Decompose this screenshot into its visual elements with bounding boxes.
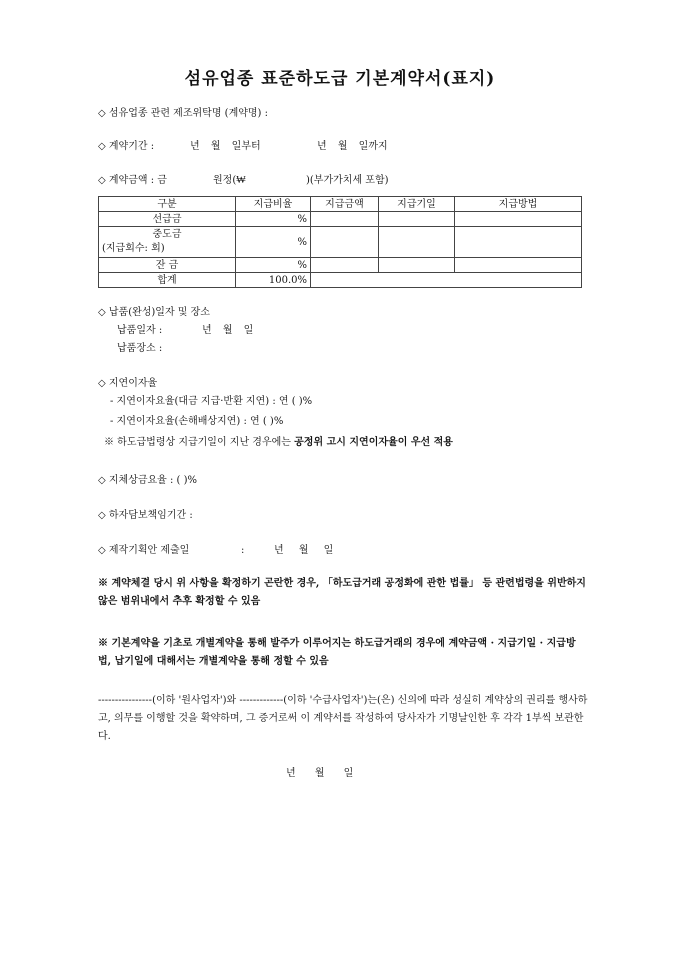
contract-period-label: ◇ 계약기간 : xyxy=(98,141,155,152)
contract-amount-won: 원정(₩ xyxy=(213,175,246,186)
table-row xyxy=(99,258,582,273)
table-cell xyxy=(379,227,455,258)
table-cell xyxy=(311,212,379,227)
plan-submission-date: 년 월 일 xyxy=(274,545,334,556)
table-header: 지급금액 xyxy=(311,197,379,212)
interim-label: 중도금 xyxy=(152,229,182,240)
row-label-balance: 잔 금 xyxy=(99,258,236,273)
plan-submission-label: ◇ 제작기획안 제출일 xyxy=(98,545,190,556)
note-confirm-later: ※ 계약체결 당시 위 사항을 확정하기 곤란한 경우, 「하도급거래 공정화에 관한 법률」 등 관련법령을 위반하지 않은 범위내에서 추후 확정할 수 있음 xyxy=(98,578,586,607)
table-header: 지급방법 xyxy=(455,197,582,212)
row-ratio: % xyxy=(236,212,311,227)
sign-date: 년 월 일 xyxy=(286,768,354,779)
table-cell xyxy=(311,258,379,273)
row-label-total: 합계 xyxy=(99,273,236,288)
delay-interest-item1: - 지연이자요율(대금 지급·반환 지연) : 연 ( )% xyxy=(110,396,313,407)
closing-statement: ----------------(이하 '원사업자')와 -------------(이하 '수급사업자')는(은) 신의에 따라 성실히 계약상의 권리를 행사하고, 의무를 이행할 것을 확약하며, 그 증거로써 이 계약서를 작성하여 당사자가 기명날인한 후 각각 1부씩 보관한다. xyxy=(98,695,588,742)
contract-amount-label: ◇ 계약금액 : 금 xyxy=(98,175,167,186)
contract-period-end: 년 월 일까지 xyxy=(317,141,388,152)
plan-submission-colon: : xyxy=(241,545,245,556)
table-cell xyxy=(311,273,582,288)
table-row xyxy=(99,273,582,288)
row-ratio-total: 100.0% xyxy=(236,273,311,288)
table-row xyxy=(99,227,582,258)
penalty-rate: ◇ 지체상금요율 : ( )% xyxy=(98,475,198,486)
table-row xyxy=(99,212,582,227)
table-cell xyxy=(379,212,455,227)
delay-interest-item2: - 지연이자요율(손해배상지연) : 연 ( )% xyxy=(110,416,284,427)
payment-table xyxy=(98,196,582,288)
document-title: 섬유업종 표준하도급 기본계약서(표지) xyxy=(184,69,496,89)
interim-count-label: (지급회수: 회) xyxy=(102,243,165,254)
contract-period-start: 년 월 일부터 xyxy=(190,141,261,152)
contract-amount-vat: )(부가가치세 포함) xyxy=(306,175,389,186)
table-cell xyxy=(455,258,582,273)
delivery-date-value: 년 월 일 xyxy=(202,325,254,336)
row-label-interim xyxy=(99,227,236,258)
contract-name-label: ◇ 섬유업종 관련 제조위탁명 (계약명) : xyxy=(98,108,268,119)
delay-interest-note-bold: 공정위 고시 지연이자율이 우선 적용 xyxy=(294,437,453,448)
note-individual-contract: ※ 기본계약을 기초로 개별계약을 통해 발주가 이루어지는 하도급거래의 경우에 계약금액 · 지급기일 · 지급방법, 납기일에 대해서는 개별계약을 통해 정할 수 있음 xyxy=(98,638,576,667)
delay-interest-note-text: ※ 하도급법령상 지급기일이 지난 경우에는 xyxy=(104,437,295,448)
delivery-place-label: 납품장소 : xyxy=(117,343,163,354)
row-ratio: % xyxy=(236,227,311,258)
row-label-advance: 선급금 xyxy=(99,212,236,227)
warranty-period: ◇ 하자담보책임기간 : xyxy=(98,510,193,521)
table-cell xyxy=(311,227,379,258)
table-cell xyxy=(455,212,582,227)
delay-interest-label: ◇ 지연이자율 xyxy=(98,378,158,389)
table-header-row xyxy=(99,197,582,212)
table-cell xyxy=(379,258,455,273)
delay-interest-note xyxy=(104,437,453,449)
table-header: 지급비율 xyxy=(236,197,311,212)
delivery-date-label: 납품일자 : xyxy=(117,325,163,336)
delivery-label: ◇ 납품(완성)일자 및 장소 xyxy=(98,307,210,318)
table-cell xyxy=(455,227,582,258)
table-header: 구분 xyxy=(99,197,236,212)
row-ratio: % xyxy=(236,258,311,273)
table-header: 지급기일 xyxy=(379,197,455,212)
